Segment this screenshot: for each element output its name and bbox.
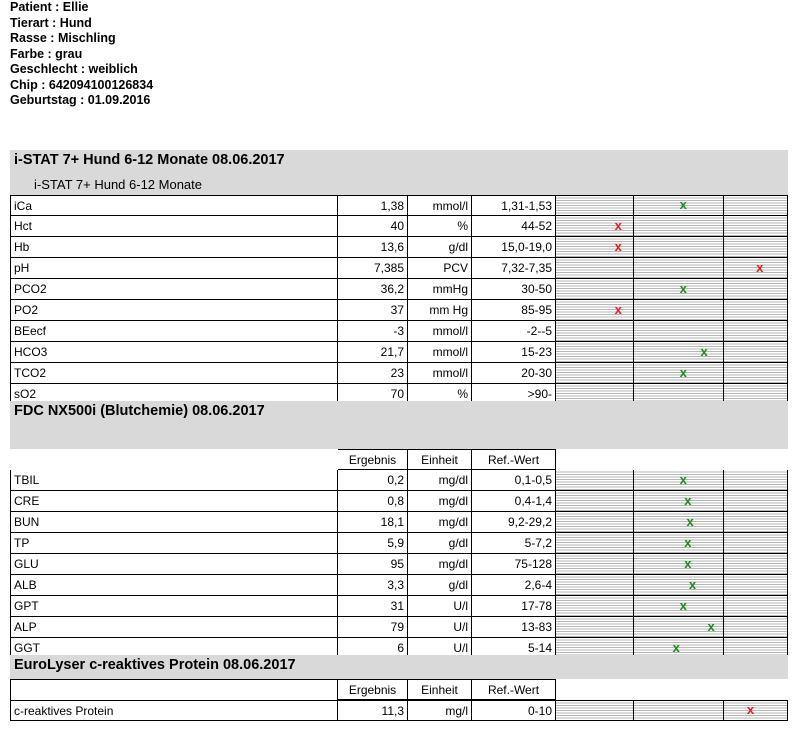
range-bar-low — [556, 533, 634, 554]
range-bar-high — [724, 237, 788, 258]
istat-unit-cell: mmol/l — [408, 363, 472, 384]
range-marker-green: x — [700, 344, 708, 359]
range-marker-green: x — [679, 598, 687, 613]
fdc-value-cell: 6 — [338, 638, 408, 659]
istat-ref-cell: >90- — [472, 384, 556, 405]
range-bar-low — [556, 470, 634, 491]
fdc-unit-cell: U/l — [408, 617, 472, 638]
range-bar-high — [724, 216, 788, 237]
patient-name: Patient : Ellie — [10, 0, 89, 14]
fdc-name-cell: TBIL — [10, 470, 338, 491]
istat-value-cell: 40 — [338, 216, 408, 237]
header-spacer — [10, 449, 338, 470]
range-bar-high — [724, 363, 788, 384]
range-bar-high — [724, 321, 788, 342]
crp-section-header — [10, 655, 788, 679]
istat-row — [10, 237, 788, 258]
range-bar-high — [724, 596, 788, 617]
range-bar-mid — [634, 321, 724, 342]
fdc-name-cell: GGT — [10, 638, 338, 659]
fdc-unit-cell: U/l — [408, 638, 472, 659]
istat-value-cell: 21,7 — [338, 342, 408, 363]
patient-sex: Geschlecht : weiblich — [10, 62, 138, 76]
fdc-row — [10, 575, 788, 596]
istat-row — [10, 363, 788, 384]
istat-value-cell: -3 — [338, 321, 408, 342]
range-bar-mid — [634, 575, 724, 596]
range-bar-low — [556, 491, 634, 512]
istat-section-header — [10, 150, 788, 195]
istat-ref-cell: 44-52 — [472, 216, 556, 237]
fdc-name-cell: ALB — [10, 575, 338, 596]
range-bar-high — [724, 342, 788, 363]
istat-title: i-STAT 7+ Hund 6-12 Monate 08.06.2017 — [14, 152, 285, 168]
fdc-ref-cell: 0,1-0,5 — [472, 470, 556, 491]
istat-value-cell: 7,385 — [338, 258, 408, 279]
range-bar-low — [556, 321, 634, 342]
range-bar-low — [556, 195, 634, 216]
fdc-value-cell: 95 — [338, 554, 408, 575]
istat-unit-cell: % — [408, 384, 472, 405]
crp-title: EuroLyser c-reaktives Protein 08.06.2017 — [14, 657, 296, 673]
istat-name-cell: sO2 — [10, 384, 338, 405]
crp-header-value: Ergebnis — [338, 679, 408, 700]
fdc-name-cell: GLU — [10, 554, 338, 575]
range-marker-green: x — [679, 281, 687, 296]
fdc-name-cell: TP — [10, 533, 338, 554]
range-bar-high — [724, 617, 788, 638]
patient-color: Farbe : grau — [10, 46, 83, 61]
range-bar-mid — [634, 237, 724, 258]
istat-unit-cell: mm Hg — [408, 300, 472, 321]
patient-breed: Rasse : Mischling — [10, 31, 116, 45]
istat-value-cell: 37 — [338, 300, 408, 321]
istat-name-cell: pH — [10, 258, 338, 279]
range-marker-green: x — [688, 577, 697, 592]
istat-row — [10, 300, 788, 321]
fdc-name-cell: GPT — [10, 596, 338, 617]
fdc-ref-cell: 0,4-1,4 — [472, 491, 556, 512]
patient-birthday: Geburtstag : 01.09.2016 — [10, 93, 151, 107]
fdc-ref-cell: 5-14 — [472, 638, 556, 659]
range-marker-red: x — [746, 702, 755, 717]
range-bar-low — [556, 216, 634, 237]
istat-row — [10, 321, 788, 342]
fdc-title: FDC NX500i (Blutchemie) 08.06.2017 — [14, 403, 265, 419]
range-bar-low — [556, 279, 634, 300]
range-bar-low — [556, 617, 634, 638]
range-bar-low — [556, 342, 634, 363]
crp-header-row — [10, 679, 788, 700]
fdc-unit-cell: mg/dl — [408, 512, 472, 533]
range-marker-green: x — [672, 640, 680, 655]
range-bar-low — [556, 512, 634, 533]
range-marker-green: x — [684, 535, 692, 550]
range-bar-high — [724, 300, 788, 321]
fdc-section-header — [10, 401, 788, 449]
istat-ref-cell: 15-23 — [472, 342, 556, 363]
fdc-name-cell: BUN — [10, 512, 338, 533]
crp-ref-cell: 0-10 — [472, 700, 556, 721]
istat-row — [10, 279, 788, 300]
range-bar-high — [724, 700, 788, 721]
istat-row — [10, 195, 788, 216]
range-bar-low — [556, 554, 634, 575]
range-bar-low — [556, 258, 634, 279]
range-bar-high — [724, 533, 788, 554]
fdc-unit-cell: g/dl — [408, 533, 472, 554]
istat-name-cell: PCO2 — [10, 279, 338, 300]
istat-ref-cell: 20-30 — [472, 363, 556, 384]
fdc-header-unit: Einheit — [408, 449, 472, 470]
crp-unit-cell: mg/l — [408, 700, 472, 721]
istat-ref-cell: 1,31-1,53 — [472, 195, 556, 216]
fdc-value-cell: 5,9 — [338, 533, 408, 554]
crp-name-cell: c-reaktives Protein — [10, 700, 338, 721]
range-marker-green: x — [679, 365, 687, 380]
istat-unit-cell: % — [408, 216, 472, 237]
range-bar-mid — [634, 554, 724, 575]
header-spacer — [10, 679, 338, 700]
range-marker-green: x — [686, 514, 694, 529]
range-marker-red: x — [614, 302, 622, 317]
range-bar-mid — [634, 300, 724, 321]
range-marker-green: x — [679, 472, 687, 487]
istat-name-cell: TCO2 — [10, 363, 338, 384]
fdc-row — [10, 470, 788, 491]
range-bar-high — [724, 279, 788, 300]
patient-species: Tierart : Hund — [10, 15, 92, 30]
fdc-header-row — [10, 449, 788, 470]
fdc-unit-cell: mg/dl — [408, 491, 472, 512]
range-bar-low — [556, 363, 634, 384]
fdc-row — [10, 491, 788, 512]
istat-unit-cell: g/dl — [408, 237, 472, 258]
fdc-row — [10, 533, 788, 554]
istat-name-cell: Hct — [10, 216, 338, 237]
fdc-row — [10, 512, 788, 533]
istat-ref-cell: 85-95 — [472, 300, 556, 321]
range-bar-high — [724, 491, 788, 512]
fdc-value-cell: 18,1 — [338, 512, 408, 533]
crp-header-ref: Ref.-Wert — [472, 679, 556, 700]
istat-value-cell: 23 — [338, 363, 408, 384]
fdc-ref-cell: 75-128 — [472, 554, 556, 575]
range-bar-mid — [634, 512, 724, 533]
istat-ref-cell: -2--5 — [472, 321, 556, 342]
fdc-row — [10, 617, 788, 638]
fdc-ref-cell: 9,2-29,2 — [472, 512, 556, 533]
fdc-unit-cell: U/l — [408, 596, 472, 617]
range-bar-mid — [634, 700, 724, 721]
fdc-value-cell: 31 — [338, 596, 408, 617]
range-bar-low — [556, 237, 634, 258]
range-bar-high — [724, 470, 788, 491]
range-bar-high — [724, 575, 788, 596]
range-bar-low — [556, 300, 634, 321]
istat-unit-cell: mmol/l — [408, 321, 472, 342]
istat-name-cell: BEecf — [10, 321, 338, 342]
istat-row — [10, 258, 788, 279]
patient-info — [10, 0, 153, 109]
istat-value-cell: 70 — [338, 384, 408, 405]
range-marker-green: x — [707, 619, 715, 634]
istat-row — [10, 342, 788, 363]
range-bar-high — [724, 512, 788, 533]
range-bar-mid — [634, 533, 724, 554]
fdc-row — [10, 554, 788, 575]
istat-name-cell: PO2 — [10, 300, 338, 321]
range-bar-high — [724, 554, 788, 575]
patient-chip: Chip : 642094100126834 — [10, 77, 154, 92]
range-marker-green: x — [684, 556, 692, 571]
range-marker-green: x — [684, 493, 692, 508]
istat-name-cell: HCO3 — [10, 342, 338, 363]
fdc-unit-cell: mg/dl — [408, 470, 472, 491]
istat-unit-cell: mmol/l — [408, 195, 472, 216]
fdc-unit-cell: mg/dl — [408, 554, 472, 575]
istat-subtitle: i-STAT 7+ Hund 6-12 Monate — [34, 177, 203, 192]
fdc-ref-cell: 5-7,2 — [472, 533, 556, 554]
fdc-value-cell: 0,2 — [338, 470, 408, 491]
istat-unit-cell: mmHg — [408, 279, 472, 300]
fdc-name-cell: ALP — [10, 617, 338, 638]
fdc-value-cell: 79 — [338, 617, 408, 638]
istat-ref-cell: 7,32-7,35 — [472, 258, 556, 279]
crp-header-unit: Einheit — [408, 679, 472, 700]
fdc-ref-cell: 13-83 — [472, 617, 556, 638]
range-bar-low — [556, 575, 634, 596]
fdc-header-ref: Ref.-Wert — [472, 449, 556, 470]
range-bar-mid — [634, 258, 724, 279]
fdc-value-cell: 0,8 — [338, 491, 408, 512]
istat-ref-cell: 15,0-19,0 — [472, 237, 556, 258]
istat-row — [10, 216, 788, 237]
range-bar-mid — [634, 216, 724, 237]
range-marker-red: x — [614, 239, 622, 254]
range-bar-mid — [634, 342, 724, 363]
range-bar-mid — [634, 491, 724, 512]
fdc-name-cell: CRE — [10, 491, 338, 512]
istat-name-cell: iCa — [10, 195, 338, 216]
istat-value-cell: 13,6 — [338, 237, 408, 258]
range-marker-red: x — [756, 260, 764, 275]
fdc-header-value: Ergebnis — [338, 449, 408, 470]
crp-value-cell: 11,3 — [338, 700, 408, 721]
istat-name-cell: Hb — [10, 237, 338, 258]
istat-value-cell: 1,38 — [338, 195, 408, 216]
range-bar-high — [724, 195, 788, 216]
fdc-ref-cell: 17-78 — [472, 596, 556, 617]
istat-ref-cell: 30-50 — [472, 279, 556, 300]
range-marker-green: x — [679, 197, 687, 212]
fdc-value-cell: 3,3 — [338, 575, 408, 596]
istat-value-cell: 36,2 — [338, 279, 408, 300]
crp-row — [10, 700, 788, 721]
istat-unit-cell: mmol/l — [408, 342, 472, 363]
range-bar-low — [556, 700, 634, 721]
range-bar-low — [556, 596, 634, 617]
istat-unit-cell: PCV — [408, 258, 472, 279]
fdc-row — [10, 596, 788, 617]
fdc-unit-cell: g/dl — [408, 575, 472, 596]
range-marker-red: x — [614, 218, 622, 233]
fdc-ref-cell: 2,6-4 — [472, 575, 556, 596]
